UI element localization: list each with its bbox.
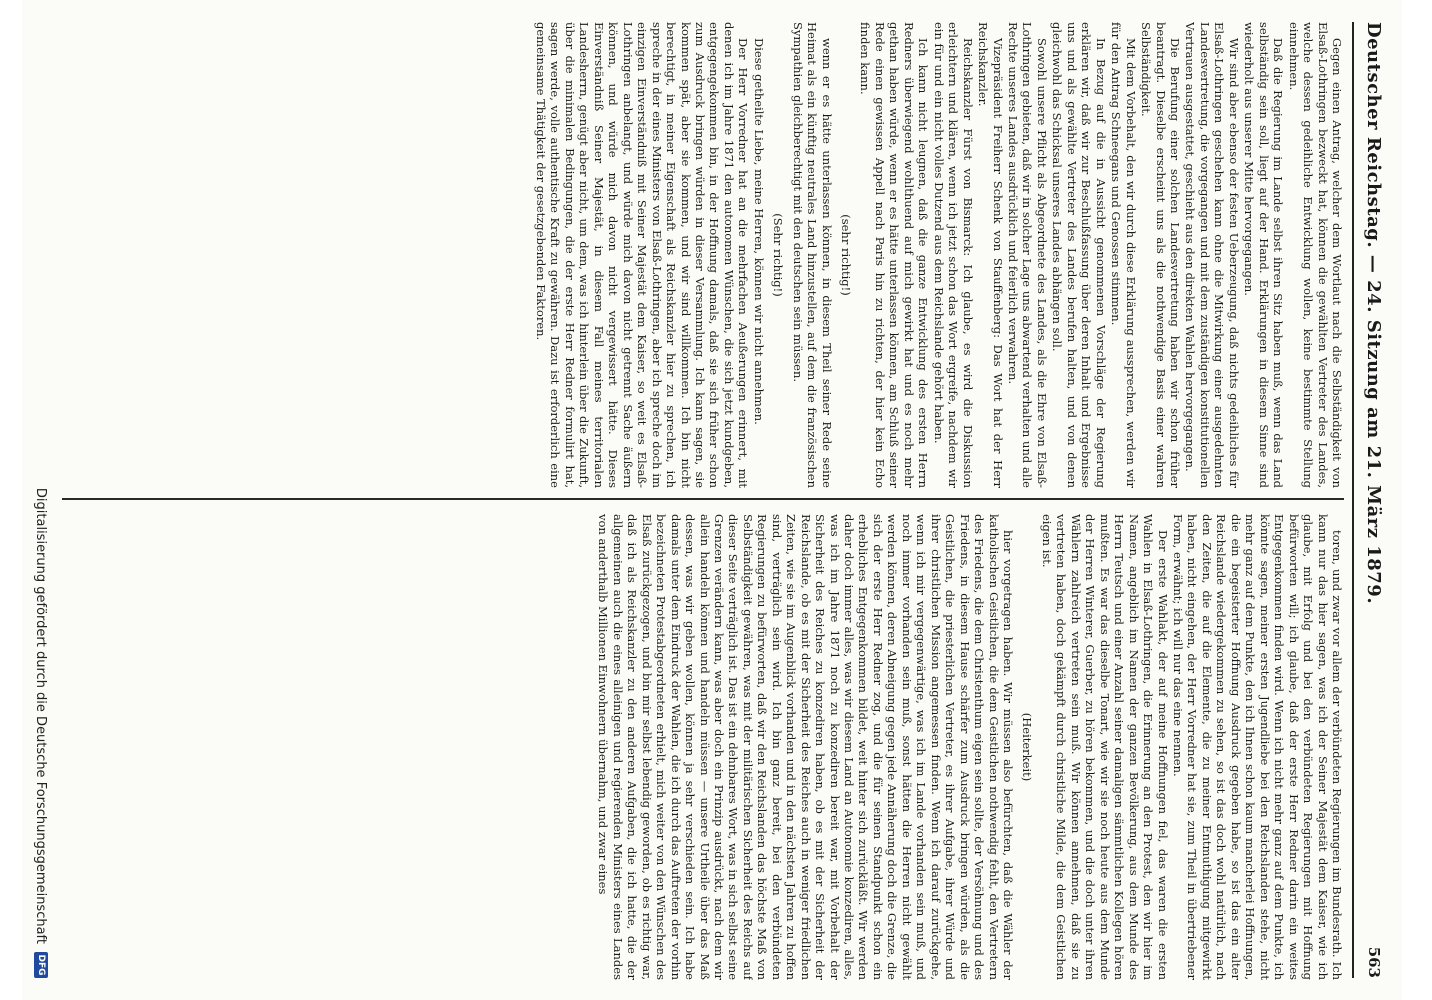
paragraph: In Bezug auf die in Aussicht genommenen Vorschläge der Regierung erklären wir, daß wir zur Beschlußfassung über deren Inhalt und Ergebnisse uns und als gewählte Vertreter des Landes berufen halten, und von denen gleichwohl das Schicksal unseres Landes abhängen soll. [1050,22,1108,488]
digitization-note: Digitalisierung gefördert durch die Deutsche Forschungsgemeinschaft [33,487,49,944]
page-footer [30,22,52,978]
page-number: 563 [1365,946,1383,978]
paragraph: Diese getheilte Liebe, meine Herren, können wir nicht annehmen. [751,38,766,425]
left-text-column [62,22,1344,488]
paragraph: hier vorgetragen haben. Wir müssen also befürchten, daß die Wähler der katholischen Geistlichen, die dem Geistlichen nothwendig fehlt, den Vertretern des Friedens, die dem Christenthum eigen sein sollte, der Versöhnung und des Friedens, in diesem Hause schärfer zum Ausdruck bringen würden, als die Geistlichen, die priesterlichen Vertreter, es ihrer Aufgabe, ihrer Würde und ihrer christlichen Mission angemessen finden. Wenn ich darauf zurückgehe, wenn ich mir vergegenwärtige, was ich im Lande vorhanden sein muß, und noch immer vorhanden sein muß, sonst hätten die Herren nicht gewählt werden können, deren Abneigung gegen jede Annäherung doch die Grenze, die sich der erste Herr Redner zog, und die für seinen Standpunkt schon ein erhebliches Entgegenkommen bildet, weit hinter sich zurückläßt. Wir werden daher doch immer alles, was wir diesem Land an Autonomie konzediren, alles, was ich im Jahre 1871 noch zu konzediren bereit war, mit Vorbehalt der Sicherheit des Reiches zu konzediren haben, ob es mit der Sicherheit der Reichslande, ob es mit der Sicherheit des Reiches auch in weniger friedlichen Zeiten, wie sie im Augenblick vorhanden und in den nächsten Jahren zu hoffen sind, verträglich sein wird. Ich bin ganz bereit, bei den verbündeten Regierungen zu befürworten, daß wir den Reichslanden das höchste Maß von Selbständigkeit gewähren, was mit der militärischen Sicherheit des Reichs auf dieser Seite verträglich ist. Das ist ein dehnbares Wort, was in sich selbst seine Grenzen verändern kann, was aber doch ein Prinzip ausdrückt, nach dem wir allein handeln können und handeln müssen — unsere Urtheile über das Maß dessen, was wir geben wollen, können ja sehr verschieden sein. Ich habe damals unter dem Eindruck der Wahlen, die ich durch das Auftreten der vorhin bezeichneten Protestabgeordneten erhielt, mich weiter von den Wünschen des Elsaß zurückgezogen, und bin mir selbst lebendig geworden, ob es richtig war, daß ich als Reichskanzler zu den anderen Aufgaben, die ich hatte, die der allgemeinen auch die eines alleinigen und regierenden Ministers eines Landes von anderthalb Millionen Einwohnern übernahm, und zwar eines [596,514,1016,980]
right-text-column [62,514,1344,980]
paragraph: Wir sind aber ebenso der festen Ueberzeugung, daß nichts gedeihliches für Elsaß-Lothringen geschehen kann ohne die Mitwirkung einer ausgedehnten Landesvertretung, die vorgegangen und mit dem zuständigen konstitutionellen Vertrauen ausgestattet, geschieht aus den direkten Wahlen hervorgegangen. [1183,22,1241,488]
paragraph: Reichskanzler Fürst von Bismarck: Ich glaube, es wird die Diskussion erleichtern und klären, wenn ich jetzt schon das Wort ergreife, nachdem wir ein für und ein nicht volles Dutzend aus dem Reichslande gehört haben. [931,22,975,488]
paragraph: Sowohl unsere Pflicht als Abgeordnete des Landes, als die Ehre von Elsaß-Lothringen gebieten, daß wir in solcher Lage uns abwartend verhalten und alle Rechte unseres Landes ausdrücklich und feierlich verwahren. [1006,22,1049,488]
paragraph: toren, und zwar vor allem der verbündeten Regierungen im Bundesrath. Ich kann nur das hier sagen, was ich der Seiner Majestät dem Kaiser, wie ich glaube, mit Erfolg und bei den verbündeten Regierungen mit Hoffnung befürworten will; ich glaube, daß der erste Herr Redner darin ein weites Entgegenkommen finden wird. Wenn ich nicht mehr ganz auf dem Punkte, ich könnte sagen, meiner ersten Jugendliebe bei den Reichslanden stehe, nicht mehr ganz auf dem Punkte, den ich Ihnen schon kaum mancherlei Hoffnungen, die ein begeisterter Hoffnung Ausdruck gegeben habe, so ist das ein alter Reichslande wiedergekommen zu sehen, so ist das doch wohl natürlich, nach den Zeiten, die auf die Elemente, die zu meiner Entmuthigung mitgewirkt haben, nicht eingehen, der Herr Vorredner hat sie, zum Theil in übertriebener Form, erwähnt; ich will nur das eine nennen. [1171,514,1344,980]
paragraph: Der Herr Vorredner hat an die mehrfachen Aeußerungen erinnert, mit denen ich im Jahre 1871 den autonomen Wünschen, die sich jetzt kundgeben, entgegengekommen bin, in der Hoffnung damals, daß sie sich früher schon zum Ausdruck bringen würden in dieser Versammlung. Ich kann sagen, sie kommen spät, aber sie kommen, und wir sind willkommen. Ich bin nicht berechtigt, in meiner Eigenschaft als Reichskanzler hier zu sprechen, ich spreche in der eines Ministers von Elsaß-Lothringen, aber ich spreche doch im einzigen Einverständniß mit Seiner Majestät dem Kaiser, so weit es Elsaß-Lothringen anbelangt, und würde mich davon nicht getrennt Sache äußern können, und würde mich davon nicht vergewissert hätte. Dieses Einverständniß Seiner Majestät, in diesem Fall meines territorialen Landesherrn, genügt aber nicht, um dem, was ich hinterlein über die Zukunft, über die minimalen Bedingungen, die der erste Herr Redner formulirt hat, sagen werde, volle authentische Kraft zu gewähren. Dazu ist erforderlich eine gemeinsame Thätigkeit der gesetzgebenden Faktoren. [533,22,751,488]
header-rule [1352,22,1354,978]
running-title: Deutscher Reichstag. — 24. Sitzung am 21. März 1879. [1363,22,1385,605]
paragraph: Mit dem Vorbehalt, den wir durch diese Erklärung aussprechen, werden wir für den Antrag Schneegans und Genossen stimmen. [1109,22,1138,488]
scanned-page [22,0,1402,1000]
paragraph: Der erste Wahlakt, der auf meine Hoffnungen fiel, das waren die ersten Wahlen in Elsaß-Lothringen, die Erinnerung an den Protest, den wir hier im Namen, angeblich im Namen der ganzen Bevölkerung, aus dem Munde des Herrn Teutsch und einer Anzahl seiner damaligen sämmtlichen Kollegen hören mußten. Es war das dieselbe Tonart, wie wir sie noch heute aus dem Munde der Herren Winterer, Guerber, zu hören bekommen, und die doch unter ihren Wählern zahlreich vertreten sein muß. Wir können annehmen, daß sie zu vertreten haben, doch gekämpft durch christliche Milde, die dem Geistlichen eigen ist. [1039,514,1170,980]
paragraph: wenn er es hätte unterlassen können, in diesem Theil seiner Rede seine Heimat als ein künftig neutrales Land hinzustellen, auf dem die französischen Sympathien gleichberechtigt mit den deutschen sein müssen. [790,22,834,488]
dfg-logo: DFG [34,952,48,978]
interjection: (sehr richtig!) [839,214,854,296]
interjection: (Sehr richtig!) [771,213,786,297]
column-divider [62,498,1344,500]
interjection: (Heiterkeit) [1020,712,1035,782]
paragraph: Ich kann nicht leugnen, daß die ganze Entwicklung des ersten Herrn Redners überwiegend wohlthuend auf mich gewirkt hat und es noch mehr gethan haben würde, wenn er es hätte unterlassen können, am Schluß seiner Rede einen gewissen Appell nach Paris hin zu richten, der hier kein Echo finden kann. [858,22,931,488]
page-header [1356,22,1392,978]
paragraph: Daß die Regierung im Lande selbst ihren Sitz haben muß, wenn das Land selbständig sein soll, liegt auf der Hand. Erklärungen in diesem Sinne sind wiederholt aus unserer Mitte hervorgegangen. [1242,22,1286,488]
paragraph: Die Berufung einer solchen Landesvertretung haben wir schon früher beantragt. Dieselbe erscheint uns als die nothwendige Basis einer wahren Selbständigkeit. [1139,22,1183,488]
paragraph: Gegen einen Antrag, welcher dem Wortlaut nach die Selbständigkeit von Elsaß-Lothringen bezweckt hat, können die gewählten Vertreter des Landes, welche dessen gedeihliche Entwicklung wollen, keine bestimmte Stellung einnehmen. [1286,22,1344,488]
paragraph: Vizepräsident Freiherr Schenk von Stauffenberg: Das Wort hat der Herr Reichskanzler. [976,22,1005,488]
